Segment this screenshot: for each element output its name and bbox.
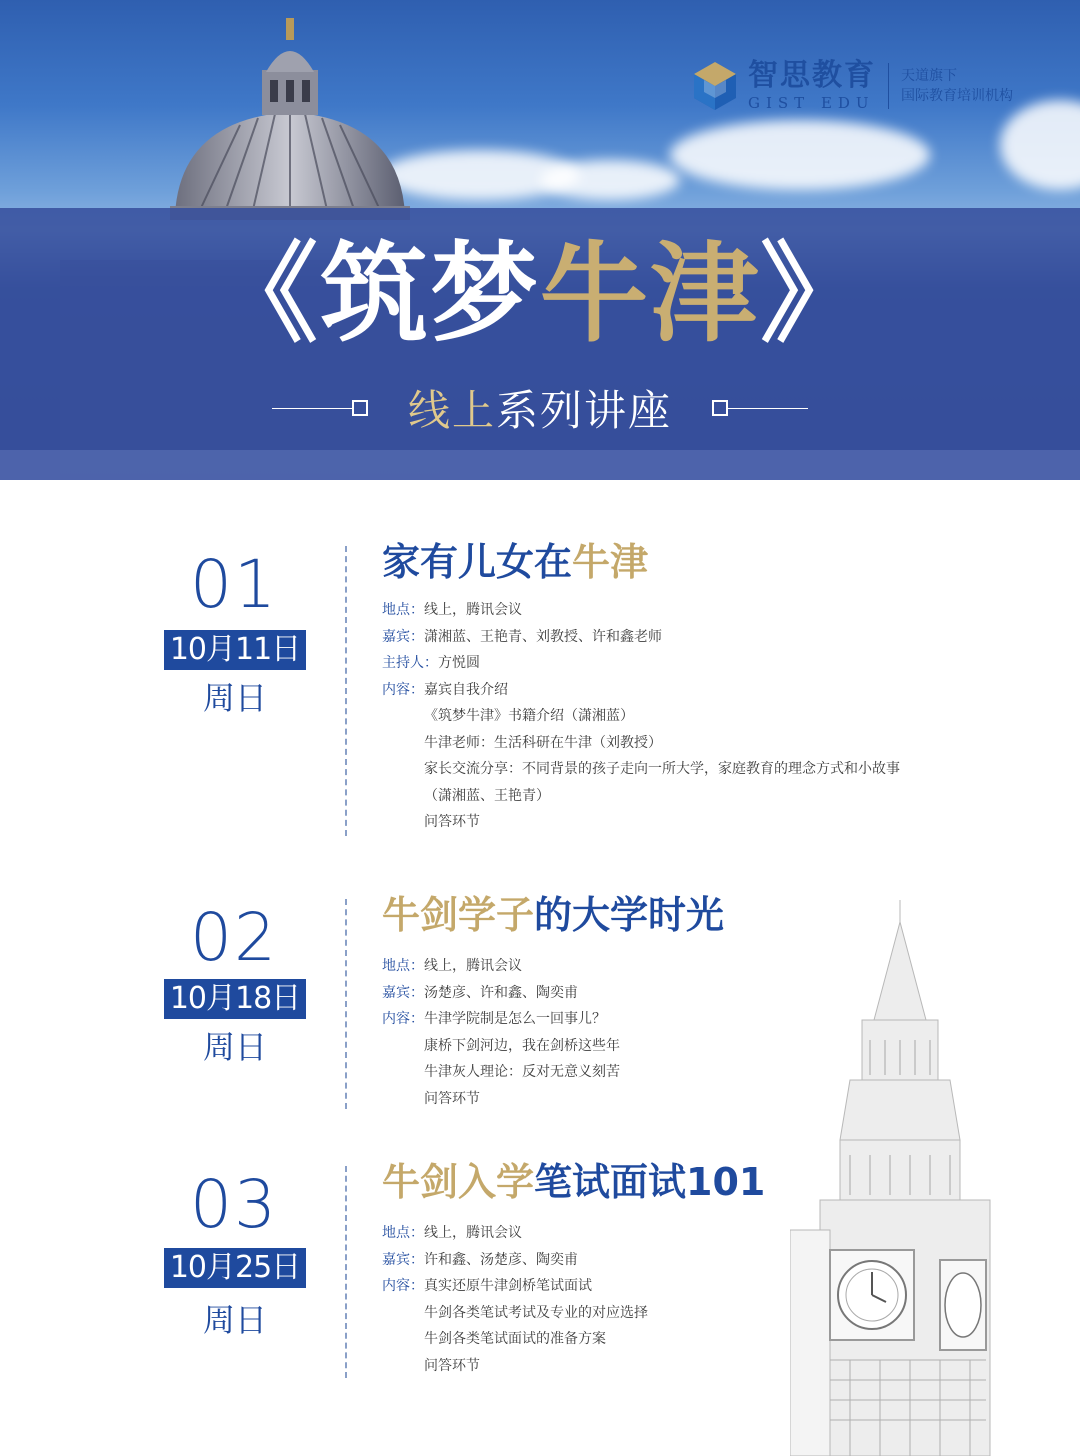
location-line — [382, 597, 942, 624]
title-white: 筑梦 — [319, 232, 540, 357]
session-divider — [345, 1166, 347, 1378]
session-number: 03 — [190, 1166, 278, 1243]
content-item: 牛剑各类笔试面试的准备方案 — [424, 1331, 606, 1347]
subtitle-white: 系列讲座 — [496, 386, 673, 435]
session-date: 10月18日 — [164, 979, 306, 1019]
brand-tagline-1: 天道旗下 — [901, 68, 957, 84]
content-item: 《筑梦牛津》书籍介绍（潇湘蓝） — [424, 708, 634, 724]
session-number: 02 — [190, 899, 278, 976]
guests-line — [382, 980, 942, 1007]
session-title-part2: 牛津 — [572, 540, 649, 584]
content-line — [382, 1006, 942, 1033]
host-label: 主持人： — [382, 655, 438, 671]
location-line — [382, 953, 942, 980]
session-weekday: 周日 — [202, 679, 267, 717]
guests-value: 许和鑫、汤楚彦、陶奕甫 — [424, 1251, 578, 1268]
brand-name-en: GIST EDU — [748, 94, 875, 112]
main-title — [0, 230, 1080, 360]
content-item: 嘉宾自我介绍 — [424, 681, 508, 698]
guests-label: 嘉宾： — [382, 1251, 424, 1268]
content-item: 牛剑各类笔试考试及专业的对应选择 — [424, 1304, 648, 1321]
session-title — [382, 893, 724, 937]
session-title-part2: 笔试面试101 — [534, 1160, 766, 1204]
location-value: 线上，腾讯会议 — [424, 958, 522, 974]
location-label: 地点： — [382, 1225, 424, 1241]
subtitle — [408, 378, 672, 438]
cloud — [670, 120, 930, 190]
decor-line-left — [272, 408, 352, 409]
session-info — [382, 953, 942, 1112]
session-divider — [345, 546, 347, 836]
session-info — [382, 597, 942, 836]
location-label: 地点： — [382, 958, 424, 974]
content-item: 牛津老师：生活科研在牛津（刘教授） — [424, 734, 662, 751]
subtitle-gold: 线上 — [407, 386, 496, 435]
title-bracket-close: 》 — [760, 232, 871, 357]
session-info — [382, 1220, 942, 1379]
host-line — [382, 650, 942, 677]
brand-separator — [888, 63, 889, 109]
decor-square-left — [352, 400, 368, 416]
content-item: （潇湘蓝、王艳青） — [424, 787, 550, 804]
title-bracket-open: 《 — [209, 232, 320, 357]
content-item: 问答环节 — [424, 814, 480, 830]
session-weekday: 周日 — [202, 1028, 267, 1066]
session-title — [382, 1160, 765, 1204]
content-line — [382, 677, 942, 704]
guests-label: 嘉宾： — [382, 984, 424, 1001]
content-label: 内容： — [382, 1011, 424, 1027]
location-label: 地点： — [382, 602, 424, 618]
band-bottom — [0, 450, 1080, 480]
location-line — [382, 1220, 942, 1247]
guests-line — [382, 624, 942, 651]
content-item: 牛津灰人理论：反对无意义刻苦 — [424, 1064, 620, 1080]
gist-logo-icon — [690, 58, 740, 114]
session-title-part2: 的大学时光 — [534, 893, 725, 937]
decor-square-right — [712, 400, 728, 416]
session-date: 10月25日 — [164, 1248, 306, 1288]
cloud — [540, 160, 680, 200]
brand-header — [690, 58, 1013, 114]
content-item: 家长交流分享：不同背景的孩子走向一所大学，家庭教育的理念方式和小故事 — [424, 761, 900, 777]
content-item: 问答环节 — [424, 1090, 480, 1107]
session-date: 10月11日 — [164, 630, 306, 670]
session-title-part1: 家有儿女在 — [382, 540, 573, 584]
title-gold: 牛津 — [540, 232, 761, 357]
session-divider — [345, 899, 347, 1109]
content-item: 康桥下剑河边，我在剑桥这些年 — [424, 1037, 620, 1054]
guests-value: 潇湘蓝、王艳青、刘教授、许和鑫老师 — [424, 628, 662, 645]
content-item: 真实还原牛津剑桥笔试面试 — [424, 1278, 592, 1294]
content-item: 牛津学院制是怎么一回事儿？ — [424, 1011, 606, 1027]
guests-line — [382, 1247, 942, 1274]
session-title-part1: 牛剑学子 — [382, 893, 535, 937]
session-number: 01 — [190, 546, 278, 623]
hero-banner — [0, 0, 1080, 480]
session-title — [382, 540, 648, 584]
location-value: 线上，腾讯会议 — [424, 1225, 522, 1241]
brand-name-cn: 智思教育 — [748, 58, 876, 93]
content-label: 内容： — [382, 1278, 424, 1294]
content-label: 内容： — [382, 681, 424, 698]
guests-label: 嘉宾： — [382, 628, 424, 645]
content-item: 问答环节 — [424, 1357, 480, 1374]
subtitle-row — [0, 380, 1080, 436]
host-value: 方悦圆 — [438, 655, 480, 671]
decor-line-right — [728, 408, 808, 409]
content-line — [382, 1273, 942, 1300]
location-value: 线上，腾讯会议 — [424, 602, 522, 618]
session-title-part1: 牛剑入学 — [382, 1160, 535, 1204]
guests-value: 汤楚彦、许和鑫、陶奕甫 — [424, 984, 578, 1001]
brand-tagline-2: 国际教育培训机构 — [901, 88, 1013, 104]
session-weekday: 周日 — [202, 1301, 267, 1339]
